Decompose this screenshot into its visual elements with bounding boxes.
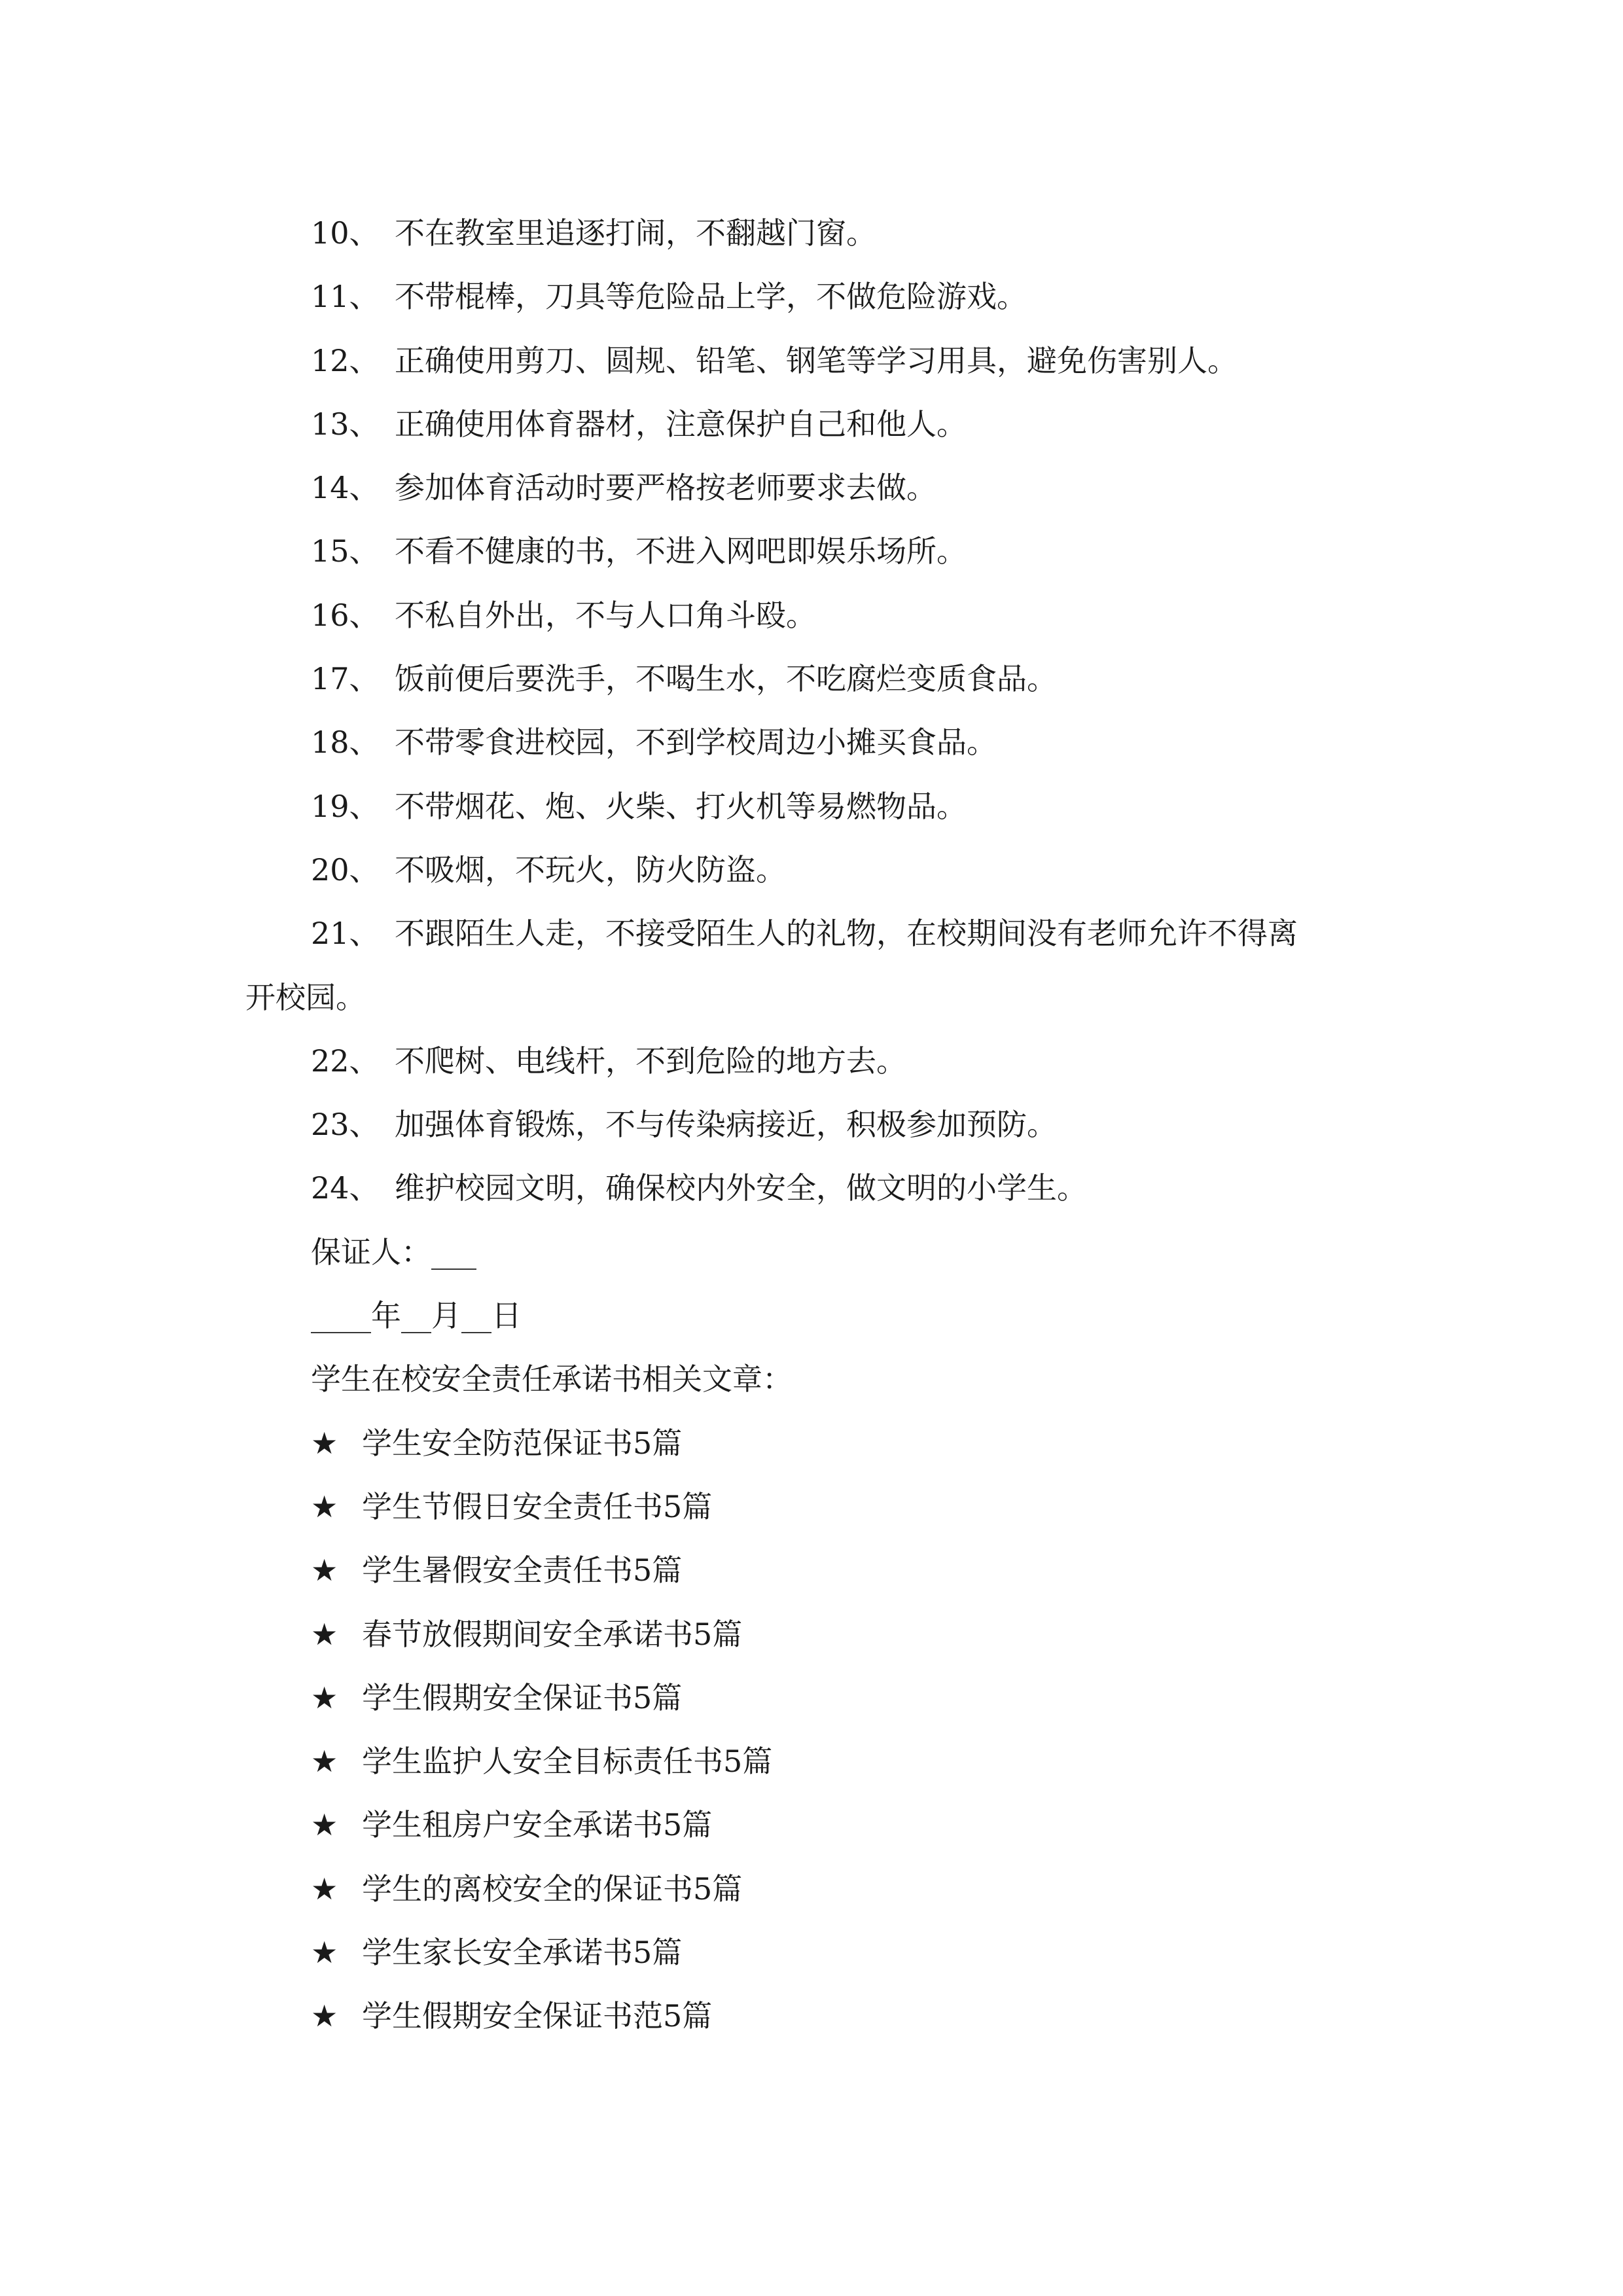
star-icon: ★ — [311, 1552, 338, 1588]
rule-item — [245, 202, 1384, 265]
rule-number: 16、 — [311, 597, 380, 633]
related-article-link[interactable] — [245, 1666, 1384, 1730]
star-icon: ★ — [311, 1616, 338, 1652]
rule-number: 14、 — [311, 470, 380, 506]
rule-text: 不带烟花、炮、火柴、打火机等易燃物品。 — [395, 788, 967, 824]
rule-item — [245, 584, 1384, 647]
rule-number: 24、 — [311, 1170, 380, 1206]
related-article-title: 学生租房户安全承诺书5篇 — [362, 1807, 713, 1843]
rule-item — [245, 902, 1384, 965]
star-icon: ★ — [311, 1744, 338, 1780]
rule-number: 20、 — [311, 852, 380, 888]
related-article-link[interactable] — [245, 1730, 1384, 1793]
related-article-title: 春节放假期间安全承诺书5篇 — [362, 1616, 743, 1652]
star-icon: ★ — [311, 1998, 338, 2034]
related-article-title: 学生节假日安全责任书5篇 — [362, 1488, 713, 1524]
star-icon: ★ — [311, 1425, 338, 1461]
rule-number: 11、 — [311, 279, 380, 315]
star-icon: ★ — [311, 1679, 338, 1715]
rule-text: 不带零食进校园，不到学校周边小摊买食品。 — [395, 725, 997, 761]
rule-text: 参加体育活动时要严格按老师要求去做。 — [395, 470, 936, 506]
rule-item — [245, 456, 1384, 520]
related-article-link[interactable] — [245, 1539, 1384, 1602]
related-article-link[interactable] — [245, 1603, 1384, 1666]
rule-item — [245, 265, 1384, 329]
rule-number: 23、 — [311, 1107, 380, 1143]
rule-text: 正确使用剪刀、圆规、铅笔、钢笔等学习用具，避免伤害别人。 — [395, 342, 1238, 378]
rule-text: 维护校园文明，确保校内外安全，做文明的小学生。 — [395, 1170, 1087, 1206]
rule-text: 不爬树、电线杆，不到危险的地方去。 — [395, 1043, 906, 1079]
rule-item — [245, 1093, 1384, 1157]
date-line: ____年__月__日 — [311, 1298, 522, 1334]
rule-text: 正确使用体育器材，注意保护自己和他人。 — [395, 406, 967, 442]
related-article-title: 学生家长安全承诺书5篇 — [362, 1935, 683, 1971]
document-body — [245, 202, 1384, 2049]
related-article-link[interactable] — [245, 1921, 1384, 1984]
rule-number: 17、 — [311, 661, 380, 697]
star-icon: ★ — [311, 1807, 338, 1843]
rule-text: 不在教室里追逐打闹，不翻越门窗。 — [395, 215, 876, 251]
guarantor-line: 保证人：___ — [311, 1234, 476, 1270]
related-article-title: 学生监护人安全目标责任书5篇 — [362, 1744, 773, 1780]
related-article-link[interactable] — [245, 1412, 1384, 1475]
rule-number: 21、 — [311, 916, 380, 952]
rule-item — [245, 647, 1384, 711]
rule-text: 饭前便后要洗手，不喝生水，不吃腐烂变质食品。 — [395, 661, 1057, 697]
rule-continuation: 开校园。 — [245, 979, 366, 1015]
rule-text: 不跟陌生人走，不接受陌生人的礼物，在校期间没有老师允许不得离 — [395, 916, 1298, 952]
rule-item — [245, 329, 1384, 393]
star-icon: ★ — [311, 1935, 338, 1971]
star-icon: ★ — [311, 1871, 338, 1907]
related-article-link[interactable] — [245, 1984, 1384, 2048]
rule-number: 19、 — [311, 788, 380, 824]
rule-text: 不看不健康的书，不进入网吧即娱乐场所。 — [395, 533, 967, 569]
rule-item — [245, 393, 1384, 456]
rule-number: 15、 — [311, 533, 380, 569]
related-article-title: 学生假期安全保证书范5篇 — [362, 1998, 713, 2034]
rule-number: 12、 — [311, 342, 380, 378]
rule-text: 不带棍棒，刀具等危险品上学，不做危险游戏。 — [395, 279, 1027, 315]
rule-item — [245, 1030, 1384, 1093]
rule-text: 不吸烟，不玩火，防火防盗。 — [395, 852, 786, 888]
rule-item — [245, 775, 1384, 838]
related-article-link[interactable] — [245, 1793, 1384, 1857]
rule-item — [245, 711, 1384, 774]
related-article-title: 学生假期安全保证书5篇 — [362, 1679, 683, 1715]
rule-text: 不私自外出，不与人口角斗殴。 — [395, 597, 816, 633]
related-article-title: 学生安全防范保证书5篇 — [362, 1425, 683, 1461]
star-icon: ★ — [311, 1488, 338, 1524]
rule-number: 13、 — [311, 406, 380, 442]
rule-number: 18、 — [311, 725, 380, 761]
rule-number: 22、 — [311, 1043, 380, 1079]
related-article-link[interactable] — [245, 1475, 1384, 1539]
related-article-link[interactable] — [245, 1857, 1384, 1921]
rule-item — [245, 838, 1384, 902]
rule-number: 10、 — [311, 215, 380, 251]
related-article-title: 学生暑假安全责任书5篇 — [362, 1552, 683, 1588]
rule-text: 加强体育锻炼，不与传染病接近，积极参加预防。 — [395, 1107, 1057, 1143]
related-heading: 学生在校安全责任承诺书相关文章： — [311, 1361, 793, 1397]
rule-item — [245, 1157, 1384, 1220]
rule-item — [245, 520, 1384, 583]
related-article-title: 学生的离校安全的保证书5篇 — [362, 1871, 743, 1907]
